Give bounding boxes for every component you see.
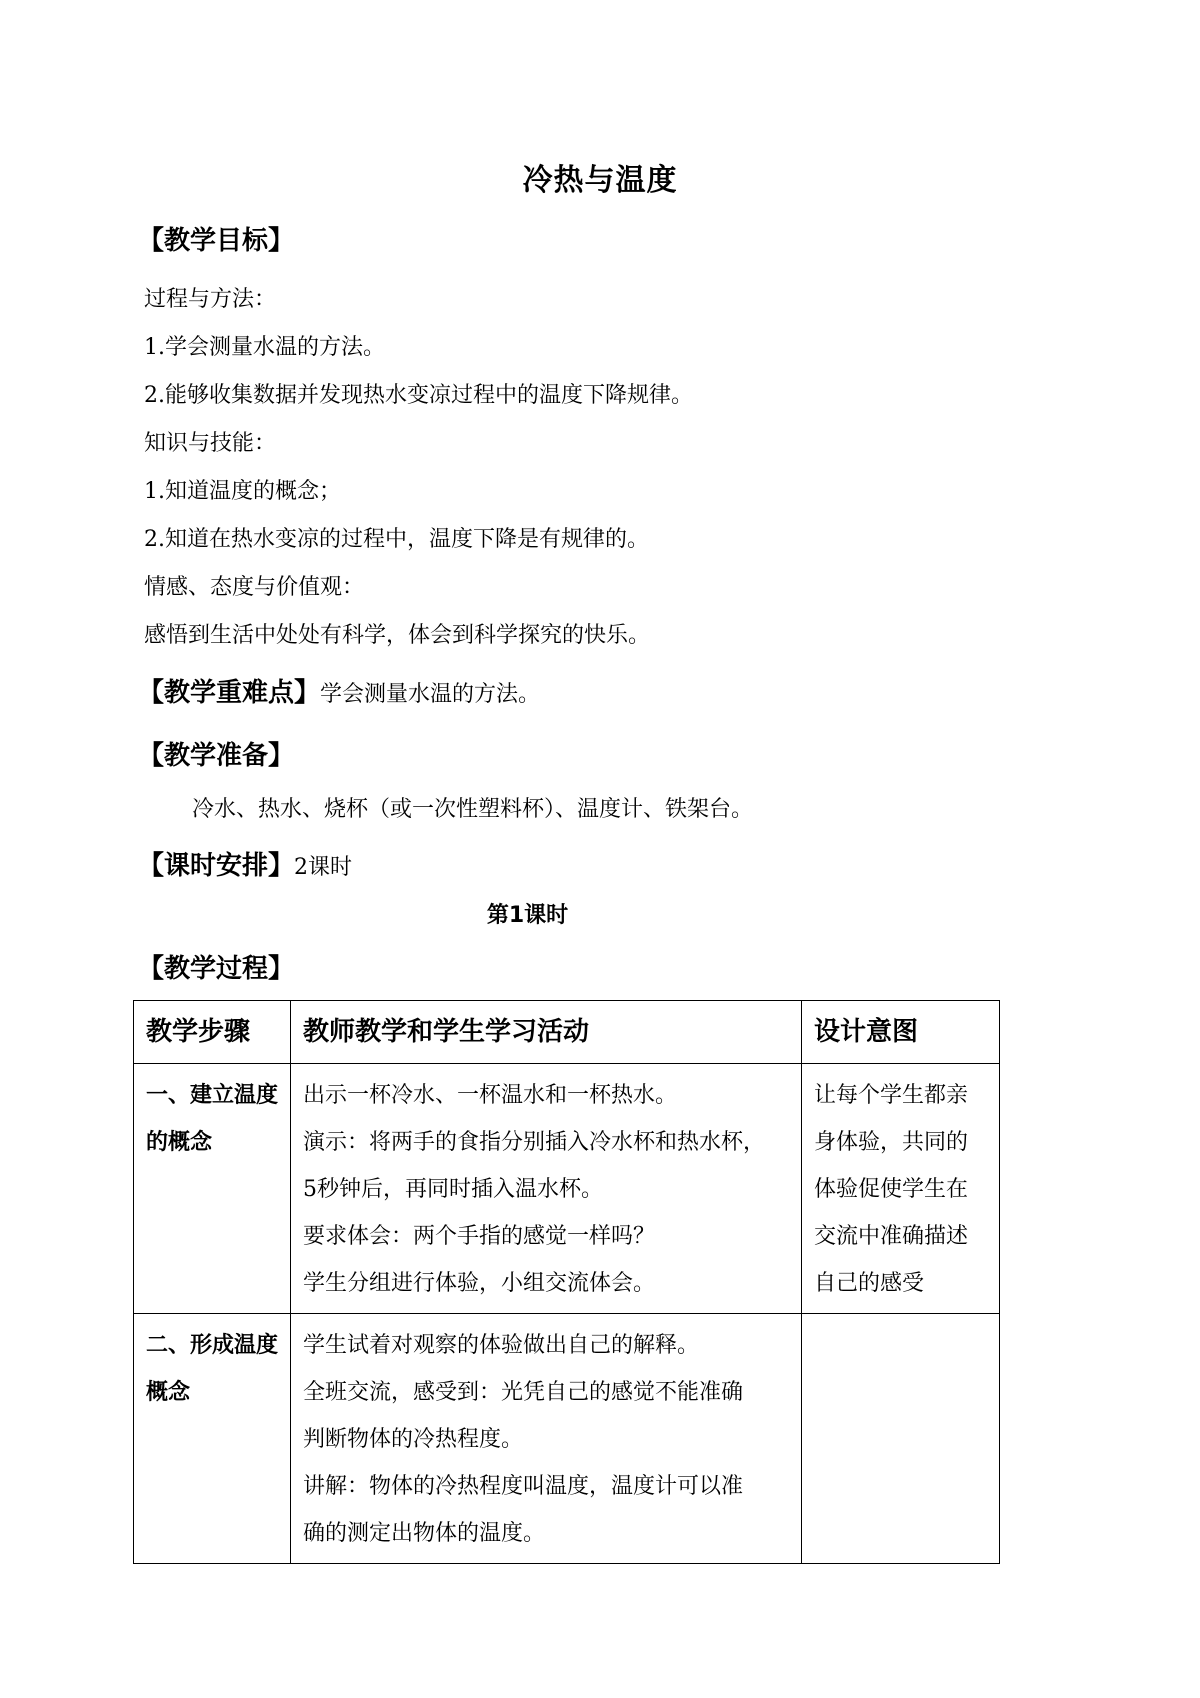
- process-heading: 【教学过程】: [138, 954, 295, 984]
- intent-line: 体验促使学生在: [814, 1177, 969, 1202]
- emotion-label: 情感、态度与价值观：: [144, 575, 365, 600]
- intent-line: 交流中准确描述: [814, 1224, 969, 1249]
- process-item-2: 2.能够收集数据并发现热水变凉过程中的温度下降规律。: [144, 383, 693, 408]
- activity-cell: [291, 1314, 802, 1564]
- document-title: 冷热与温度: [522, 163, 678, 198]
- table-row: [134, 1314, 1000, 1564]
- schedule-heading: 【课时安排】: [138, 851, 295, 881]
- knowledge-item-2: 2.知道在热水变凉的过程中，温度下降是有规律的。: [144, 527, 649, 552]
- activity-line: 5秒钟后，再同时插入温水杯。: [303, 1177, 603, 1202]
- preparation-text: 冷水、热水、烧杯（或一次性塑料杯）、温度计、铁架台。: [192, 797, 754, 822]
- step-line: 一、建立温度: [146, 1083, 279, 1108]
- key-points-row: [138, 672, 540, 709]
- process-method-label: 过程与方法：: [144, 287, 277, 312]
- activity-cell: [291, 1064, 802, 1314]
- intent-line: 身体验，共同的: [814, 1130, 969, 1155]
- activity-line: 确的测定出物体的温度。: [303, 1521, 546, 1546]
- activity-line: 要求体会：两个手指的感觉一样吗？: [303, 1224, 656, 1249]
- activity-line: 全班交流，感受到：光凭自己的感觉不能准确: [303, 1380, 744, 1405]
- lesson-title: 第1课时: [486, 903, 569, 928]
- intent-line: 自己的感受: [814, 1271, 925, 1296]
- step-line: 的概念: [146, 1130, 213, 1155]
- key-points-text: 学会测量水温的方法。: [320, 682, 541, 707]
- table-row: [134, 1064, 1000, 1314]
- table-header-row: [134, 1001, 1000, 1064]
- objectives-heading: 【教学目标】: [138, 226, 295, 256]
- knowledge-item-1: 1.知道温度的概念；: [144, 479, 341, 504]
- knowledge-label: 知识与技能：: [144, 431, 277, 456]
- key-points-heading: 【教学重难点】: [138, 678, 321, 708]
- schedule-text: 2课时: [294, 855, 353, 880]
- intent-cell: [802, 1314, 1000, 1564]
- process-item-1: 1.学会测量水温的方法。: [144, 335, 385, 360]
- step-cell: [134, 1064, 291, 1314]
- activity-line: 判断物体的冷热程度。: [303, 1427, 524, 1452]
- teaching-process-table: [133, 1000, 1000, 1564]
- column-header-step: 教学步骤: [134, 1001, 291, 1064]
- step-line: 概念: [146, 1380, 191, 1405]
- activity-line: 学生试着对观察的体验做出自己的解释。: [303, 1333, 700, 1358]
- activity-line: 讲解：物体的冷热程度叫温度，温度计可以准: [303, 1474, 744, 1499]
- activity-line: 出示一杯冷水、一杯温水和一杯热水。: [303, 1083, 678, 1108]
- step-cell: [134, 1314, 291, 1564]
- intent-cell: [802, 1064, 1000, 1314]
- column-header-intent: 设计意图: [802, 1001, 1000, 1064]
- emotion-text: 感悟到生活中处处有科学，体会到科学探究的快乐。: [144, 623, 651, 648]
- activity-line: 演示：将两手的食指分别插入冷水杯和热水杯，: [303, 1130, 766, 1155]
- column-header-activity: 教师教学和学生学习活动: [291, 1001, 802, 1064]
- step-line: 二、形成温度: [146, 1333, 279, 1358]
- schedule-row: [138, 845, 352, 882]
- preparation-heading: 【教学准备】: [138, 741, 295, 771]
- activity-line: 学生分组进行体验，小组交流体会。: [303, 1271, 656, 1296]
- intent-line: 让每个学生都亲: [814, 1083, 969, 1108]
